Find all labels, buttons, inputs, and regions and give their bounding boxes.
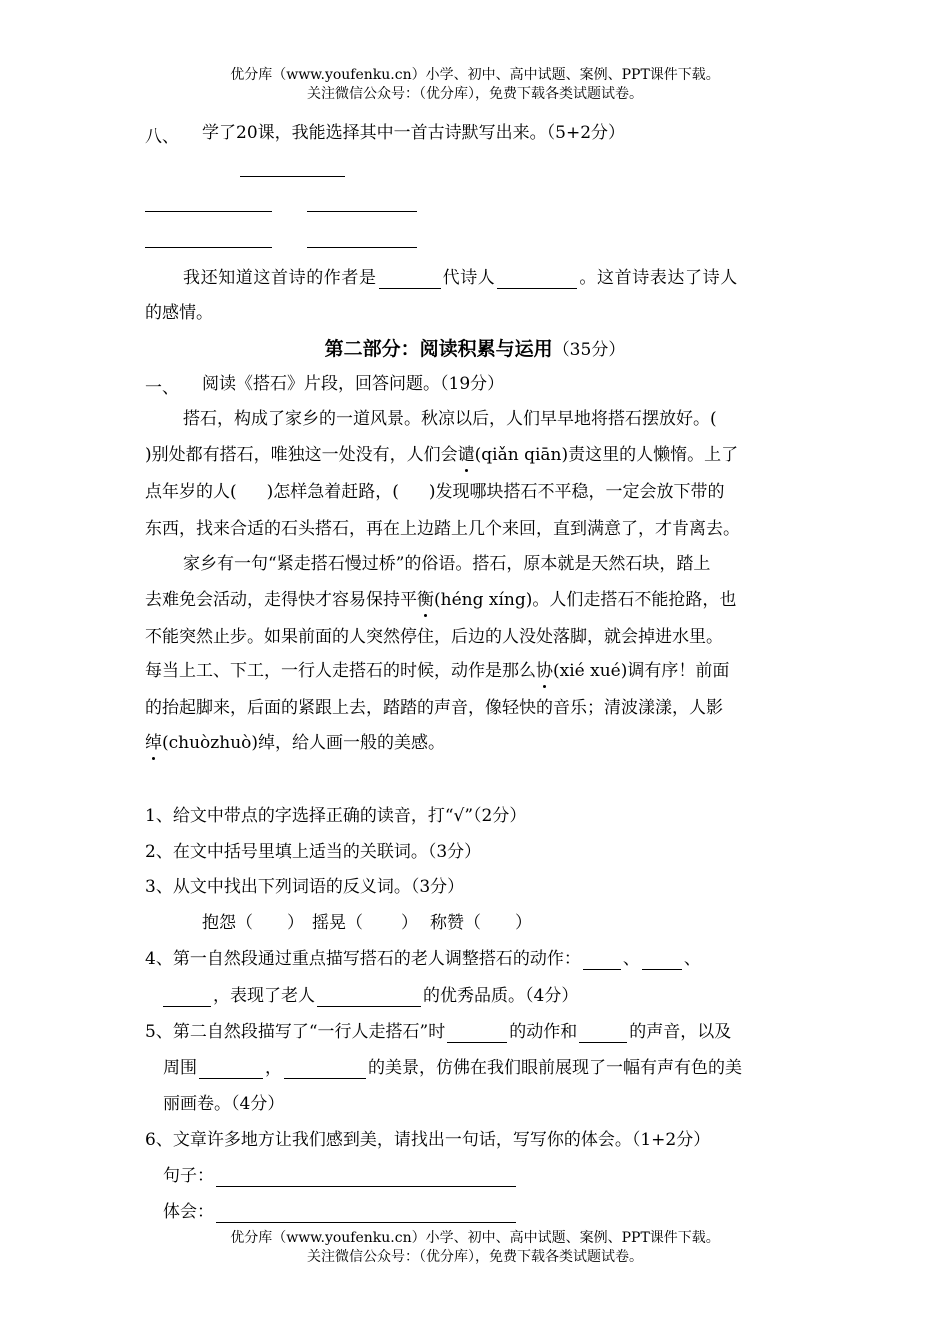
part-2-title: 第二部分：阅读积累与运用（35分）: [324, 338, 626, 360]
passage-p1-line-1: 搭石，构成了家乡的一道风景。秋凉以后，人们早早地将搭石摆放好。(: [183, 409, 717, 429]
reading-question: 阅读《搭石》片段，回答问题。（19分）: [202, 374, 505, 394]
scenery-blank-1[interactable]: [199, 1078, 263, 1079]
feeling-blank[interactable]: [216, 1222, 516, 1223]
sentence-blank[interactable]: [216, 1186, 516, 1187]
action-blank-1[interactable]: [583, 969, 621, 970]
question-5-end: 丽画卷。（4分）: [163, 1094, 285, 1114]
poem-title-blank: [240, 176, 345, 177]
author-blank[interactable]: [379, 288, 441, 289]
passage-p2-line-6: 绰(chuòzhuò)绰，给人画一般的美感。: [145, 733, 446, 753]
quality-blank[interactable]: [317, 1006, 421, 1007]
passage-p2-line-4: 每当上工、下工，一行人走搭石的时候，动作是那么协(xié xué)调有序！前面: [145, 661, 730, 681]
page-header-line-1: 优分库（www.youfenku.cn）小学、初中、高中试题、案例、PPT课件下载。: [230, 67, 720, 83]
feeling-row: 体会：: [163, 1201, 518, 1223]
passage-p2-line-5: 的抬起脚来，后面的紧跟上去，踏踏的声音，像轻快的音乐；清波漾漾，人影: [145, 698, 723, 718]
question-1: 1、给文中带点的字选择正确的读音，打“√”（2分）: [145, 806, 527, 826]
passage-p1-line-2: )别处都有搭石，唯独这一处没有，人们会谴(qiǎn qiān)责这里的人懒惰。上了: [145, 445, 739, 465]
poem-line-1-blank-b: [307, 211, 417, 212]
page-footer-line-2: 关注微信公众号：（优分库），免费下载各类试题试卷。: [307, 1249, 643, 1265]
movement-blank[interactable]: [447, 1042, 507, 1043]
sound-blank[interactable]: [579, 1042, 627, 1043]
dotted-char-xie: 协: [536, 661, 553, 681]
section-8-question: 学了20课，我能选择其中一首古诗默写出来。（5+2分）: [202, 123, 626, 143]
passage-p1-line-3: 点年岁的人( )怎样急着赶路，( )发现哪块搭石不平稳，一定会放下带的: [145, 482, 725, 502]
dotted-char-qian: 谴: [457, 445, 475, 465]
dotted-char-heng: 衡: [417, 590, 434, 610]
question-4: 4、第一自然段通过重点描写搭石的老人调整搭石的动作： 、 、: [145, 949, 701, 969]
question-5-cont: 周围 ， 的美景，仿佛在我们眼前展现了一幅有声有色的美: [163, 1058, 742, 1078]
dotted-char-chuo: 绰: [145, 733, 162, 753]
question-5: 5、第二自然段描写了“一行人走搭石”时 的动作和 的声音，以及: [145, 1022, 732, 1042]
page-header-line-2: 关注微信公众号：（优分库），免费下载各类试题试卷。: [307, 86, 643, 102]
action-blank-2[interactable]: [642, 969, 682, 970]
question-3: 3、从文中找出下列词语的反义词。（3分）: [145, 877, 465, 897]
passage-p2-line-1: 家乡有一句“紧走搭石慢过桥”的俗语。搭石，原本就是天然石块，踏上: [183, 554, 711, 574]
passage-p2-line-2: 去难免会活动，走得快才容易保持平衡(héng xíng)。人们走搭石不能抢路，也: [145, 590, 737, 610]
question-3-items: 抱怨（ ） 摇晃（ ） 称赞（ ）: [202, 913, 532, 933]
question-4-cont: ，表现了老人 的优秀品质。（4分）: [163, 985, 578, 1007]
reading-label: 一、: [145, 378, 179, 398]
page-footer-line-1: 优分库（www.youfenku.cn）小学、初中、高中试题、案例、PPT课件下载。: [230, 1230, 720, 1246]
question-6: 6、文章许多地方让我们感到美，请找出一句话，写写你的体会。（1+2分）: [145, 1130, 711, 1150]
sentence-row: 句子：: [163, 1165, 518, 1187]
poem-line-1-blank-a: [145, 211, 272, 212]
author-line: 我还知道这首诗的作者是 代诗人 。这首诗表达了诗人: [183, 268, 738, 288]
scenery-blank-2[interactable]: [284, 1078, 366, 1079]
action-blank-3[interactable]: [163, 1006, 211, 1007]
poem-line-2-blank-b: [307, 247, 417, 248]
dynasty-blank[interactable]: [497, 288, 577, 289]
section-8-label: 八、: [145, 127, 179, 147]
passage-p2-line-3: 不能突然止步。如果前面的人突然停住，后边的人没处落脚，就会掉进水里。: [145, 627, 723, 647]
passage-p1-line-4: 东西，找来合适的石头搭石，再在上边踏上几个来回，直到满意了，才肯离去。: [145, 519, 740, 539]
author-line-end: 的感情。: [145, 303, 213, 323]
question-2: 2、在文中括号里填上适当的关联词。（3分）: [145, 842, 482, 862]
poem-line-2-blank-a: [145, 247, 272, 248]
